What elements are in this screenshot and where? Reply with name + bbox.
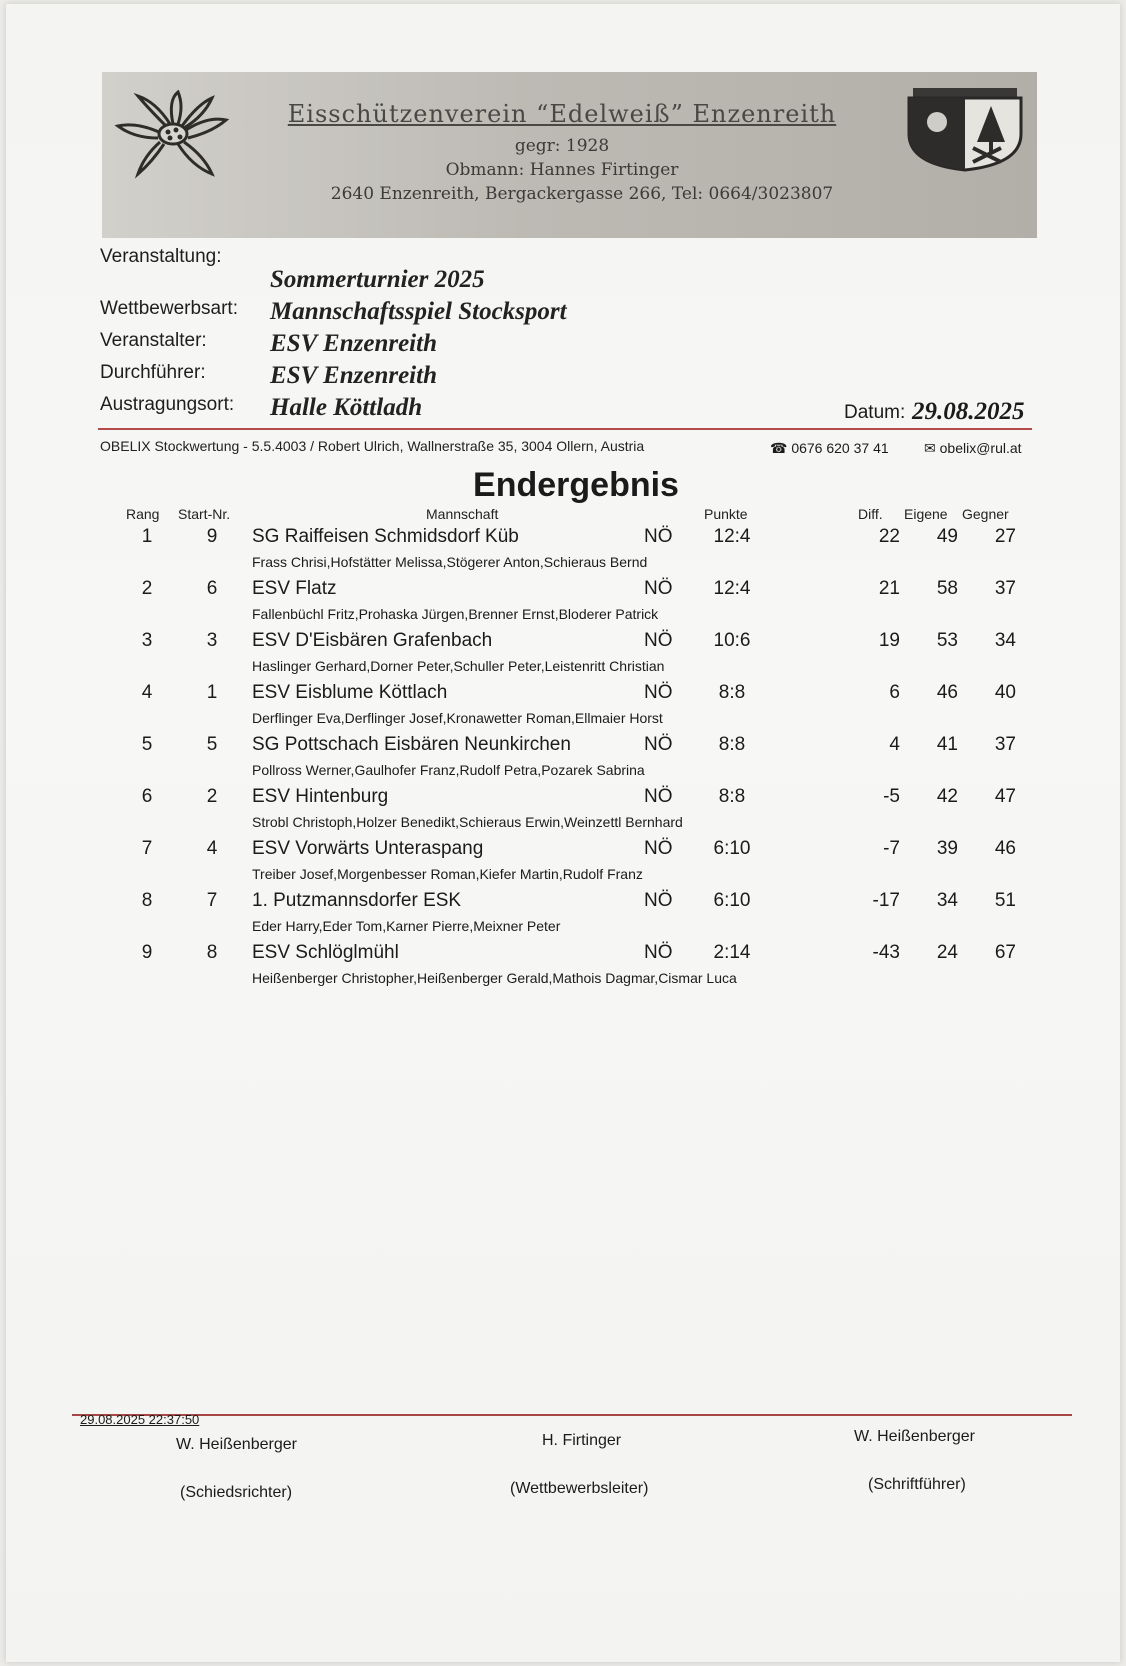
- date-label: Datum:: [844, 402, 906, 423]
- cell-eigene: 49: [936, 526, 958, 547]
- cell-rang: 1: [141, 526, 153, 547]
- cell-gegner: 47: [994, 786, 1016, 807]
- venue-label: Austragungsort:: [100, 394, 235, 415]
- cell-eigene: 46: [936, 682, 958, 703]
- chairman-text: Obmann: Hannes Firtinger: [445, 160, 679, 180]
- cell-team: SG Pottschach Eisbären Neunkirchen: [252, 734, 571, 755]
- cell-rang: 9: [141, 942, 153, 963]
- cell-diff: -7: [883, 838, 900, 859]
- cell-eigene: 39: [936, 838, 958, 859]
- results-title: Endergebnis: [473, 466, 679, 504]
- cell-gegner: 37: [994, 734, 1016, 755]
- cell-team: ESV Flatz: [252, 578, 337, 599]
- cell-players: Derflinger Eva,Derflinger Josef,Kronawetter Roman,Ellmaier Horst: [252, 710, 663, 726]
- cell-punkte: 12:4: [713, 526, 751, 547]
- cell-start: 7: [206, 890, 218, 911]
- cell-gegner: 46: [994, 838, 1016, 859]
- cell-eigene: 42: [936, 786, 958, 807]
- cell-land: NÖ: [644, 890, 673, 911]
- signature-manager-name: H. Firtinger: [542, 1432, 622, 1449]
- cell-eigene: 41: [936, 734, 958, 755]
- executor-label: Durchführer:: [100, 362, 206, 383]
- cell-land: NÖ: [644, 942, 673, 963]
- cell-diff: 21: [878, 578, 900, 599]
- organizer-value: ESV Enzenreith: [270, 330, 437, 357]
- cell-start: 5: [206, 734, 218, 755]
- header-eigene: Eigene: [904, 506, 948, 522]
- table-row: [6, 942, 1126, 994]
- cell-eigene: 58: [936, 578, 958, 599]
- header-divider: [98, 428, 1032, 430]
- cell-team: SG Raiffeisen Schmidsdorf Küb: [252, 526, 519, 547]
- signature-referee-role: (Schiedsrichter): [180, 1484, 293, 1501]
- type-label: Wettbewerbsart:: [100, 298, 238, 319]
- club-name: Eisschützenverein “Edelweiß” Enzenreith: [287, 100, 837, 128]
- organizer-label: Veranstalter:: [100, 330, 207, 351]
- cell-diff: 22: [878, 526, 900, 547]
- cell-diff: -5: [883, 786, 900, 807]
- table-row: [6, 526, 1126, 578]
- cell-land: NÖ: [644, 526, 673, 547]
- municipal-crest-icon: [901, 82, 1029, 172]
- cell-rang: 3: [141, 630, 153, 651]
- founded-text: gegr: 1928: [514, 136, 610, 156]
- cell-players: Heißenberger Christopher,Heißenberger Gerald,Mathois Dagmar,Cismar Luca: [252, 970, 737, 986]
- software-phone: ☎ 0676 620 37 41: [770, 440, 889, 456]
- cell-diff: 19: [878, 630, 900, 651]
- cell-players: Haslinger Gerhard,Dorner Peter,Schuller Peter,Leistenritt Christian: [252, 658, 665, 674]
- table-row: [6, 630, 1126, 682]
- table-row: [6, 682, 1126, 734]
- table-row: [6, 578, 1126, 630]
- cell-punkte: 6:10: [713, 838, 751, 859]
- cell-start: 9: [206, 526, 218, 547]
- table-row: [6, 838, 1126, 890]
- date-value: 29.08.2025: [912, 398, 1025, 425]
- software-email: ✉ obelix@rul.at: [924, 440, 1022, 456]
- edelweiss-logo-icon: [108, 86, 238, 182]
- cell-gegner: 34: [994, 630, 1016, 651]
- header-diff: Diff.: [858, 506, 883, 522]
- document-page: [6, 4, 1120, 1662]
- executor-value: ESV Enzenreith: [270, 362, 437, 389]
- header-gegner: Gegner: [962, 506, 1009, 522]
- cell-punkte: 2:14: [713, 942, 751, 963]
- table-row: [6, 786, 1126, 838]
- cell-start: 1: [206, 682, 218, 703]
- cell-diff: -17: [872, 890, 900, 911]
- cell-start: 6: [206, 578, 218, 599]
- cell-rang: 8: [141, 890, 153, 911]
- cell-players: Treiber Josef,Morgenbesser Roman,Kiefer Martin,Rudolf Franz: [252, 866, 643, 882]
- cell-players: Frass Chrisi,Hofstätter Melissa,Stögerer Anton,Schieraus Bernd: [252, 554, 648, 570]
- cell-rang: 2: [141, 578, 153, 599]
- signature-referee-name: W. Heißenberger: [176, 1436, 297, 1453]
- cell-eigene: 53: [936, 630, 958, 651]
- cell-gegner: 40: [994, 682, 1016, 703]
- cell-land: NÖ: [644, 786, 673, 807]
- cell-land: NÖ: [644, 578, 673, 599]
- cell-land: NÖ: [644, 682, 673, 703]
- cell-players: Fallenbüchl Fritz,Prohaska Jürgen,Brenner Ernst,Bloderer Patrick: [252, 606, 659, 622]
- signature-secretary-name: W. Heißenberger: [854, 1428, 975, 1445]
- signature-secretary-role: (Schriftführer): [868, 1476, 966, 1493]
- cell-punkte: 8:8: [718, 734, 746, 755]
- event-value: Sommerturnier 2025: [270, 266, 485, 293]
- cell-players: Eder Harry,Eder Tom,Karner Pierre,Meixner Peter: [252, 918, 561, 934]
- print-timestamp: 29.08.2025 22:37:50: [80, 1412, 200, 1427]
- cell-diff: 4: [889, 734, 900, 755]
- table-row: [6, 734, 1126, 786]
- cell-rang: 5: [141, 734, 153, 755]
- cell-diff: -43: [872, 942, 900, 963]
- cell-land: NÖ: [644, 734, 673, 755]
- cell-eigene: 24: [936, 942, 958, 963]
- cell-land: NÖ: [644, 630, 673, 651]
- cell-team: ESV Hintenburg: [252, 786, 389, 807]
- cell-gegner: 37: [994, 578, 1016, 599]
- cell-punkte: 8:8: [718, 682, 746, 703]
- cell-eigene: 34: [936, 890, 958, 911]
- event-label: Veranstaltung:: [100, 246, 222, 267]
- cell-start: 2: [206, 786, 218, 807]
- header-start: Start-Nr.: [178, 506, 231, 522]
- header-team: Mannschaft: [426, 506, 499, 522]
- cell-team: 1. Putzmannsdorfer ESK: [252, 890, 462, 911]
- cell-rang: 7: [141, 838, 153, 859]
- cell-punkte: 6:10: [713, 890, 751, 911]
- cell-players: Pollross Werner,Gaulhofer Franz,Rudolf Petra,Pozarek Sabrina: [252, 762, 645, 778]
- venue-value: Halle Köttladh: [270, 394, 423, 421]
- table-row: [6, 890, 1126, 942]
- cell-team: ESV Eisblume Köttlach: [252, 682, 448, 703]
- cell-start: 4: [206, 838, 218, 859]
- cell-rang: 6: [141, 786, 153, 807]
- cell-gegner: 27: [994, 526, 1016, 547]
- cell-team: ESV D'Eisbären Grafenbach: [252, 630, 493, 651]
- cell-players: Strobl Christoph,Holzer Benedikt,Schieraus Erwin,Weinzettl Bernhard: [252, 814, 683, 830]
- cell-gegner: 67: [994, 942, 1016, 963]
- header-punkte: Punkte: [704, 506, 748, 522]
- cell-punkte: 10:6: [713, 630, 751, 651]
- type-value: Mannschaftsspiel Stocksport: [270, 298, 567, 325]
- signature-manager-role: (Wettbewerbsleiter): [510, 1480, 649, 1497]
- cell-start: 3: [206, 630, 218, 651]
- cell-diff: 6: [889, 682, 900, 703]
- cell-punkte: 8:8: [718, 786, 746, 807]
- letterhead: [102, 72, 1037, 238]
- cell-land: NÖ: [644, 838, 673, 859]
- cell-punkte: 12:4: [713, 578, 751, 599]
- cell-team: ESV Schlöglmühl: [252, 942, 399, 963]
- cell-start: 8: [206, 942, 218, 963]
- header-rang: Rang: [126, 506, 160, 522]
- cell-gegner: 51: [994, 890, 1016, 911]
- cell-team: ESV Vorwärts Unteraspang: [252, 838, 484, 859]
- footer-divider: [72, 1414, 1072, 1416]
- club-address: 2640 Enzenreith, Bergackergasse 266, Tel: 0664/3023807: [330, 184, 834, 204]
- software-credit: OBELIX Stockwertung - 5.5.4003 / Robert Ulrich, Wallnerstraße 35, 3004 Ollern, Austria: [100, 438, 645, 454]
- cell-rang: 4: [141, 682, 153, 703]
